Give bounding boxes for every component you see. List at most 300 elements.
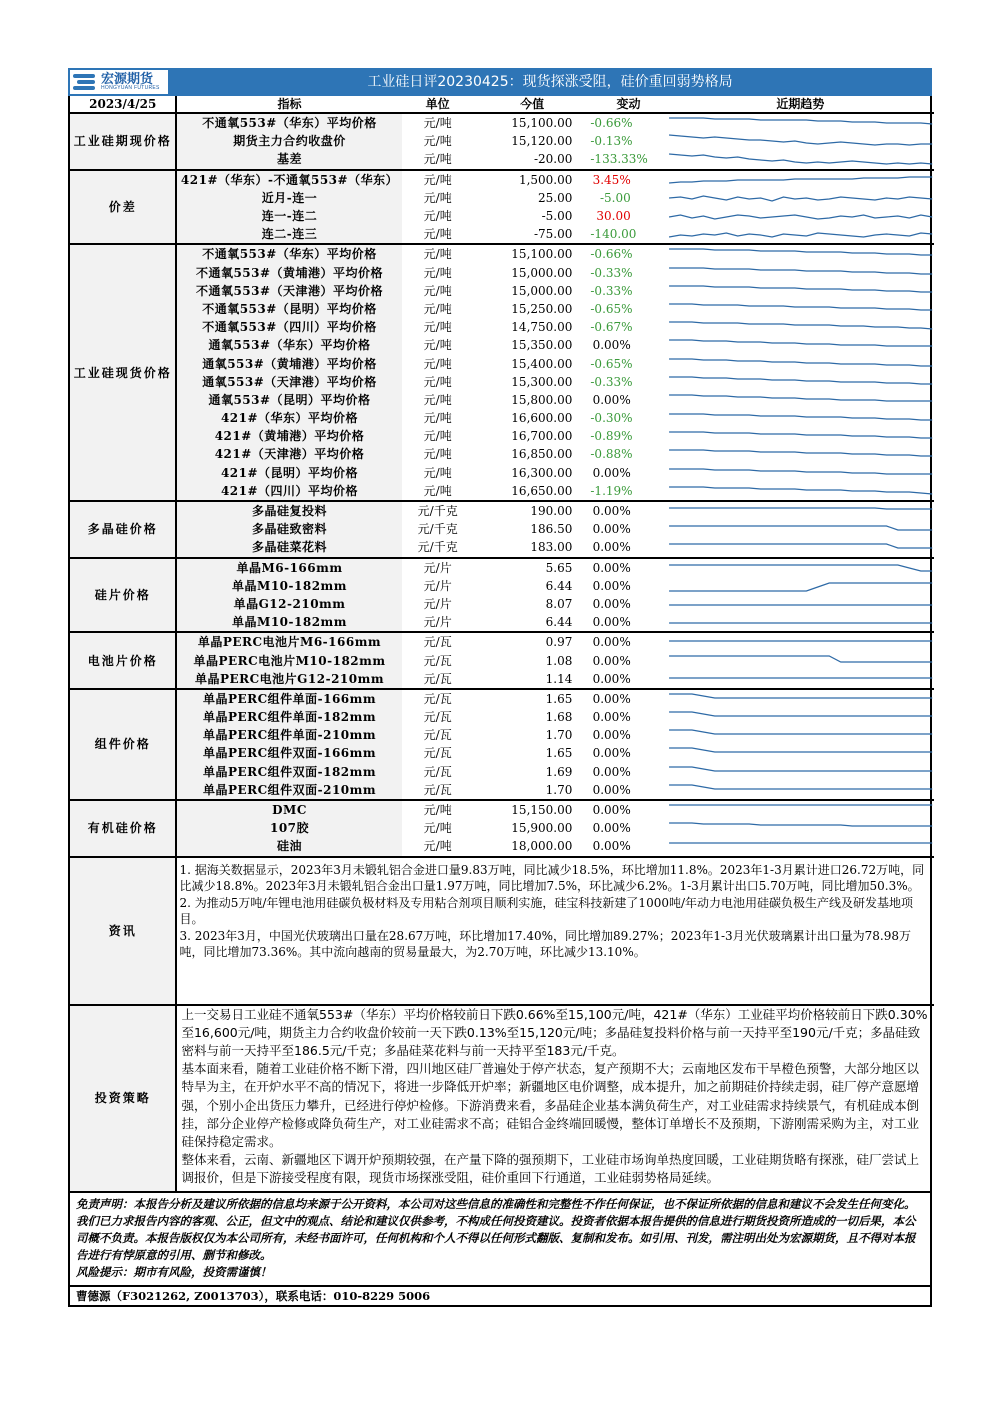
unit-cell: 元/片 xyxy=(423,578,452,593)
change-cell: 0.00% xyxy=(592,746,631,761)
sparkline-series xyxy=(669,377,932,384)
value-cell: 1.65 xyxy=(474,689,591,708)
sparkline-series xyxy=(669,823,932,826)
table-row xyxy=(70,132,934,150)
value-cell: 1.14 xyxy=(545,671,573,686)
sparkline-series xyxy=(669,432,932,438)
table-row xyxy=(70,445,934,463)
indicator-name: 单晶M6-166mm xyxy=(176,558,401,577)
table-row xyxy=(70,207,934,225)
value-cell: -75.00 xyxy=(533,227,573,242)
value-cell: 1.68 xyxy=(545,710,573,725)
indicator-name: 连二-连三 xyxy=(176,225,401,244)
indicator-name: 多晶硅复投料 xyxy=(176,501,401,520)
trend-sparkline xyxy=(667,207,934,225)
table-row xyxy=(70,264,934,282)
sparkline-series xyxy=(669,215,932,219)
sparkline-series xyxy=(669,748,932,752)
value-cell: 1.08 xyxy=(545,653,573,668)
unit-cell: 元/吨 xyxy=(423,465,452,480)
indicator-name: 单晶PERC组件单面-210mm xyxy=(176,726,401,744)
change-cell: 30.00 xyxy=(596,209,631,224)
change-cell: 0.00% xyxy=(592,764,631,779)
trend-sparkline xyxy=(667,336,934,354)
change-cell: 0.00% xyxy=(592,615,631,630)
category-label: 价差 xyxy=(70,170,176,245)
sparkline-series xyxy=(669,526,932,530)
value-cell: 8.07 xyxy=(545,596,573,611)
indicator-name: 不通氧553#（华东）平均价格 xyxy=(176,113,401,132)
change-cell: -0.67% xyxy=(590,320,633,335)
value-cell: 15,120.00 xyxy=(511,134,573,149)
report-body xyxy=(68,96,932,1307)
trend-sparkline xyxy=(667,708,934,726)
change-cell: 3.45% xyxy=(590,170,666,189)
indicator-name: 通氧553#（华东）平均价格 xyxy=(176,336,401,354)
table-row xyxy=(70,708,934,726)
unit-cell: 元/吨 xyxy=(423,356,452,371)
change-cell: 0.00% xyxy=(592,728,631,743)
unit-cell: 元/千克 xyxy=(402,501,474,520)
indicator-name: 单晶PERC组件双面-210mm xyxy=(176,781,401,800)
sparkline-series xyxy=(669,712,932,716)
change-cell: -0.66% xyxy=(590,244,666,263)
news-content xyxy=(176,857,934,1005)
trend-sparkline xyxy=(667,318,934,336)
sparkline-series xyxy=(669,249,932,255)
unit-cell: 元/吨 xyxy=(423,134,452,149)
strategy-paragraph: 基本面来看，随着工业硅价格不断下滑，四川地区硅厂普遍处于停产状态，复产预期不大；云南地区发布干旱橙色预警，大部分地区以特旱为主，在开炉水平不高的情况下，将进一步降低开炉率；新疆地区电价调整，成本提升，加之前期硅价持续走弱，硅厂停产意愿增强，个别小企出货压力攀升，已经进行停炉检修。下游消费来看，多晶硅企业基本满负荷生产，对工业硅需求持续景气，有机硅成本倒挂，部分企业停产检修或降负荷生产，对工业硅需求不高；硅铝合金终端回暖慢，整体订单增长不及预期，下游刚需采购为主，对工业硅保持稳定需求。 xyxy=(181,1061,919,1149)
trend-sparkline xyxy=(667,651,934,669)
company-logo xyxy=(70,70,168,94)
sparkline-series xyxy=(669,322,932,329)
change-cell: 0.00% xyxy=(590,800,666,819)
table-row xyxy=(70,409,934,427)
change-cell: 0.00% xyxy=(590,558,666,577)
strategy-section xyxy=(70,1005,934,1191)
unit-cell: 元/千克 xyxy=(417,522,458,537)
indicator-name: 通氧553#（昆明）平均价格 xyxy=(176,391,401,409)
unit-cell: 元/吨 xyxy=(423,283,452,298)
sparkline-series xyxy=(669,508,932,509)
sparkline-series xyxy=(669,268,932,274)
value-cell: 15,400.00 xyxy=(511,356,573,371)
sparkline-series xyxy=(669,233,932,237)
trend-sparkline xyxy=(667,689,934,708)
value-cell: 1.70 xyxy=(545,782,573,797)
indicator-name: 421#（华东）-不通氧553#（华东） xyxy=(176,170,401,189)
news-item: 3. 2023年3月，中国光伏玻璃出口量在28.67万吨，环比增加17.40%，同比增加89.27%；2023年1-3月光伏玻璃累计出口量为78.98万吨，同比增加73.36%。其中流向越南的贸易量最大，为2.70万吨，环比减少13.10%。 xyxy=(179,928,912,960)
change-cell: -0.88% xyxy=(590,447,633,462)
sparkline-series xyxy=(669,304,932,310)
table-row xyxy=(70,577,934,595)
unit-cell: 元/片 xyxy=(402,558,474,577)
indicator-name: 通氧553#（黄埔港）平均价格 xyxy=(176,354,401,372)
trend-sparkline xyxy=(667,225,934,244)
value-cell: 15,800.00 xyxy=(511,392,573,407)
change-cell: 0.00% xyxy=(592,782,631,797)
change-cell: -133.33% xyxy=(590,152,648,167)
report-date: 2023/4/25 xyxy=(70,96,176,113)
table-row xyxy=(70,689,934,708)
risk-warning: 风险提示：期市有风险，投资需谨慎！ xyxy=(76,1264,272,1279)
change-cell: -0.65% xyxy=(590,301,633,316)
change-cell: 0.00% xyxy=(592,839,631,854)
value-cell: 15,000.00 xyxy=(511,283,573,298)
indicator-name: 不通氧553#（华东）平均价格 xyxy=(176,244,401,263)
sparkline-series xyxy=(669,785,932,789)
table-row xyxy=(70,464,934,482)
indicator-name: 不通氧553#（昆明）平均价格 xyxy=(176,300,401,318)
table-row xyxy=(70,282,934,300)
change-cell: 0.00% xyxy=(592,540,631,555)
unit-cell: 元/瓦 xyxy=(423,728,452,743)
value-cell: 25.00 xyxy=(538,190,573,205)
table-row xyxy=(70,726,934,744)
value-cell: 16,300.00 xyxy=(511,465,573,480)
trend-sparkline xyxy=(667,264,934,282)
trend-sparkline xyxy=(667,445,934,463)
unit-cell: 元/吨 xyxy=(423,411,452,426)
value-cell: 18,000.00 xyxy=(511,839,573,854)
category-label: 工业硅现货价格 xyxy=(70,244,176,501)
table-row xyxy=(70,837,934,856)
table-row xyxy=(70,800,934,819)
unit-cell: 元/吨 xyxy=(423,338,452,353)
sparkline-series xyxy=(669,359,932,366)
unit-cell: 元/瓦 xyxy=(423,746,452,761)
trend-sparkline xyxy=(667,744,934,762)
table-row xyxy=(70,651,934,669)
value-cell: 16,700.00 xyxy=(511,429,573,444)
indicator-name: 421#（天津港）平均价格 xyxy=(176,445,401,463)
value-cell: 6.44 xyxy=(545,615,573,630)
trend-sparkline xyxy=(667,595,934,613)
logo-icon xyxy=(73,72,97,92)
table-row xyxy=(70,670,934,689)
category-label: 硅片价格 xyxy=(70,558,176,633)
unit-cell: 元/瓦 xyxy=(402,689,474,708)
col-header-unit: 单位 xyxy=(402,96,474,113)
sparkline-series xyxy=(669,414,932,420)
indicator-name: 单晶G12-210mm xyxy=(176,595,401,613)
value-cell: 183.00 xyxy=(530,540,573,555)
sparkline-series xyxy=(669,656,932,662)
unit-cell: 元/瓦 xyxy=(423,764,452,779)
table-row xyxy=(70,170,934,189)
change-cell: -0.33% xyxy=(590,283,633,298)
col-header-change: 变动 xyxy=(590,96,666,113)
trend-sparkline xyxy=(667,819,934,837)
table-row xyxy=(70,150,934,169)
category-label: 电池片价格 xyxy=(70,632,176,689)
value-cell: 1.65 xyxy=(545,746,573,761)
change-cell: 0.00% xyxy=(590,689,666,708)
unit-cell: 元/千克 xyxy=(417,540,458,555)
trend-sparkline xyxy=(667,501,934,520)
disclaimer xyxy=(70,1191,930,1285)
news-label: 资讯 xyxy=(70,857,176,1005)
change-cell: 0.00% xyxy=(592,821,631,836)
sparkline-series xyxy=(669,565,932,571)
unit-cell: 元/吨 xyxy=(423,301,452,316)
trend-sparkline xyxy=(667,409,934,427)
trend-sparkline xyxy=(667,427,934,445)
unit-cell: 元/瓦 xyxy=(423,710,452,725)
indicator-name: 硅油 xyxy=(176,837,401,856)
strategy-label: 投资策略 xyxy=(70,1005,176,1191)
value-cell: 16,850.00 xyxy=(511,447,573,462)
table-row xyxy=(70,244,934,263)
trend-sparkline xyxy=(667,150,934,169)
trend-sparkline xyxy=(667,837,934,856)
indicator-name: 近月-连一 xyxy=(176,189,401,207)
table-row xyxy=(70,189,934,207)
value-cell: 16,600.00 xyxy=(511,411,573,426)
unit-cell: 元/吨 xyxy=(402,244,474,263)
indicator-name: 单晶PERC电池片G12-210mm xyxy=(176,670,401,689)
trend-sparkline xyxy=(667,464,934,482)
change-cell: -0.13% xyxy=(590,134,633,149)
change-cell: -140.00 xyxy=(590,227,637,242)
unit-cell: 元/瓦 xyxy=(423,782,452,797)
analyst-contact: 曹德源（F3021262, Z0013703），联系电话：010-8229 5006 xyxy=(70,1285,930,1305)
trend-sparkline xyxy=(667,726,934,744)
col-header-value: 今值 xyxy=(474,96,591,113)
trend-sparkline xyxy=(667,189,934,207)
sparkline-series xyxy=(669,395,932,401)
value-cell: 15,100.00 xyxy=(474,244,591,263)
value-cell: 14,750.00 xyxy=(511,320,573,335)
sparkline-series xyxy=(669,177,932,183)
trend-sparkline xyxy=(667,670,934,689)
table-row xyxy=(70,763,934,781)
trend-sparkline xyxy=(667,558,934,577)
table-row xyxy=(70,613,934,632)
unit-cell: 元/吨 xyxy=(423,152,452,167)
table-row xyxy=(70,336,934,354)
trend-sparkline xyxy=(667,520,934,538)
unit-cell: 元/片 xyxy=(423,615,452,630)
trend-sparkline xyxy=(667,577,934,595)
report xyxy=(68,68,932,1307)
value-cell: 186.50 xyxy=(530,522,573,537)
trend-sparkline xyxy=(667,132,934,150)
table-row xyxy=(70,482,934,501)
category-label: 多晶硅价格 xyxy=(70,501,176,558)
indicator-name: 421#（昆明）平均价格 xyxy=(176,464,401,482)
indicator-name: 连一-连二 xyxy=(176,207,401,225)
indicator-name: 单晶PERC组件双面-166mm xyxy=(176,744,401,762)
unit-cell: 元/吨 xyxy=(423,374,452,389)
sparkline-series xyxy=(669,286,932,292)
sparkline-series xyxy=(669,196,932,201)
news-item: 2. 为推动5万吨/年锂电池用硅碳负极材料及专用粘合剂项目顺利实施，硅宝科技新建了1000吨/年动力电池用硅碳负极生产线及研发基地项目。 xyxy=(179,895,914,927)
price-table xyxy=(70,96,934,1191)
indicator-name: 107胶 xyxy=(176,819,401,837)
change-cell: 0.00% xyxy=(590,632,666,651)
trend-sparkline xyxy=(667,354,934,372)
category-label: 有机硅价格 xyxy=(70,800,176,857)
table-row xyxy=(70,113,934,132)
trend-sparkline xyxy=(667,391,934,409)
indicator-name: 421#（黄埔港）平均价格 xyxy=(176,427,401,445)
value-cell: 15,900.00 xyxy=(511,821,573,836)
value-cell: 190.00 xyxy=(474,501,591,520)
table-row xyxy=(70,781,934,800)
indicator-name: 单晶M10-182mm xyxy=(176,613,401,632)
change-cell: 0.00% xyxy=(592,710,631,725)
unit-cell: 元/吨 xyxy=(423,429,452,444)
sparkline-series xyxy=(669,694,932,698)
sparkline-series xyxy=(669,118,932,124)
unit-cell: 元/吨 xyxy=(423,483,452,498)
value-cell: 1,500.00 xyxy=(474,170,591,189)
change-cell: 0.00% xyxy=(592,392,631,407)
trend-sparkline xyxy=(667,613,934,632)
table-row xyxy=(70,819,934,837)
value-cell: 1.69 xyxy=(545,764,573,779)
trend-sparkline xyxy=(667,763,934,781)
indicator-name: 多晶硅致密料 xyxy=(176,520,401,538)
table-row xyxy=(70,373,934,391)
table-row xyxy=(70,391,934,409)
value-cell: 15,250.00 xyxy=(511,301,573,316)
trend-sparkline xyxy=(667,632,934,651)
change-cell: -0.66% xyxy=(590,116,633,131)
sparkline-series xyxy=(669,730,932,734)
sparkline-series xyxy=(669,450,932,456)
unit-cell: 元/吨 xyxy=(423,320,452,335)
indicator-name: 单晶PERC组件单面-166mm xyxy=(176,689,401,708)
trend-sparkline xyxy=(667,482,934,501)
sparkline-series xyxy=(669,487,932,494)
indicator-name: 不通氧553#（天津港）平均价格 xyxy=(176,282,401,300)
unit-cell: 元/吨 xyxy=(423,116,452,131)
indicator-name: 单晶PERC组件双面-182mm xyxy=(176,763,401,781)
indicator-name: 不通氧553#（黄埔港）平均价格 xyxy=(176,264,401,282)
sparkline-series xyxy=(669,154,932,164)
col-header-trend: 近期趋势 xyxy=(667,96,934,113)
news-item: 1. 据海关数据显示，2023年3月未锻轧铝合金进口量9.83万吨，同比减少18.5%，环比增加11.8%。2023年1-3月累计进口26.72万吨，同比减少18.8%。2023年3月未锻轧铝合金出口量1.97万吨，同比增加7.5%，环比减少6.2%。1-3月累计出口5.70万吨，同比增加50.3%。 xyxy=(179,862,925,894)
trend-sparkline xyxy=(667,170,934,189)
unit-cell: 元/瓦 xyxy=(423,653,452,668)
value-cell: 1.70 xyxy=(545,728,573,743)
change-cell: 0.00% xyxy=(592,578,631,593)
table-row xyxy=(70,427,934,445)
change-cell: -0.89% xyxy=(590,429,633,444)
unit-cell: 元/瓦 xyxy=(423,671,452,686)
col-header-indicator: 指标 xyxy=(176,96,401,113)
table-row xyxy=(70,520,934,538)
strategy-content xyxy=(176,1005,934,1191)
unit-cell: 元/吨 xyxy=(423,227,452,242)
trend-sparkline xyxy=(667,373,934,391)
table-row xyxy=(70,354,934,372)
change-cell: -1.19% xyxy=(590,483,633,498)
change-cell: 0.00% xyxy=(592,596,631,611)
indicator-name: 单晶PERC电池片M6-166mm xyxy=(176,632,401,651)
unit-cell: 元/吨 xyxy=(423,209,452,224)
change-cell: 0.00% xyxy=(592,338,631,353)
sparkline-series xyxy=(669,135,932,145)
disclaimer-text: 本报告分析及建议所依据的信息均来源于公开资料，本公司对这些信息的准确性和完整性不作任何保证，也不保证所依据的信息和建议不会发生任何变化。我们已力求报告内容的客观、公正，但文中的观点、结论和建议仅供参考，不构成任何投资建议。投资者依据本报告提供的信息进行期货投资所造成的一切后果，本公司概不负责。本报告版权仅为本公司所有，未经书面许可，任何机构和个人不得以任何形式翻版、复制和发布。如引用、刊发，需注明出处为宏源期货，且不得对本报告进行有悖原意的引用、删节和修改。 xyxy=(76,1196,916,1262)
unit-cell: 元/吨 xyxy=(423,447,452,462)
disclaimer-label: 免责声明： xyxy=(76,1196,134,1211)
trend-sparkline xyxy=(667,300,934,318)
value-cell: 5.65 xyxy=(474,558,591,577)
unit-cell: 元/吨 xyxy=(423,265,452,280)
report-title: 工业硅日评20230425：现货探涨受阻，硅价重回弱势格局 xyxy=(367,74,733,90)
change-cell: 0.00% xyxy=(592,671,631,686)
value-cell: 15,350.00 xyxy=(511,338,573,353)
change-cell: -0.30% xyxy=(590,411,633,426)
sparkline-series xyxy=(669,469,932,474)
value-cell: 15,300.00 xyxy=(511,374,573,389)
category-label: 工业硅期现价格 xyxy=(70,113,176,170)
value-cell: -5.00 xyxy=(541,209,573,224)
table-row xyxy=(70,501,934,520)
unit-cell: 元/吨 xyxy=(423,821,452,836)
table-header-row xyxy=(70,96,934,113)
sparkline-series xyxy=(669,583,932,591)
table-row xyxy=(70,558,934,577)
indicator-name: DMC xyxy=(176,800,401,819)
change-cell: 0.00% xyxy=(592,522,631,537)
strategy-paragraph: 整体来看，云南、新疆地区下调开炉预期较强，在产量下降的强预期下，工业硅市场询单热度回暖，工业硅期货略有探涨，硅厂尝试上调报价，但是下游接受程度有限，现货市场探涨受阻，硅价重回下行通道，工业硅弱势格局延续。 xyxy=(181,1152,919,1186)
trend-sparkline xyxy=(667,244,934,263)
indicator-name: 多晶硅菜花料 xyxy=(176,538,401,557)
unit-cell: 元/吨 xyxy=(402,170,474,189)
indicator-name: 421#（华东）平均价格 xyxy=(176,409,401,427)
strategy-paragraph: 上一交易日工业硅不通氧553#（华东）平均价格较前日下跌0.66%至15,100元/吨，421#（华东）工业硅平均价格较前日下跌0.30%至16,600元/吨，期货主力合约收盘价较前一天下跌0.13%至15,120元/吨；多晶硅复投料价格与前一天持平至190元/千克；多晶硅致密料与前一天持平至186.5元/千克；多晶硅菜花料与前一天持平至183元/千克。 xyxy=(181,1006,928,1058)
change-cell: -0.33% xyxy=(590,265,633,280)
table-row xyxy=(70,300,934,318)
trend-sparkline xyxy=(667,781,934,800)
table-row xyxy=(70,744,934,762)
change-cell: 0.00% xyxy=(592,653,631,668)
value-cell: -20.00 xyxy=(533,152,573,167)
value-cell: 15,100.00 xyxy=(511,116,573,131)
table-row xyxy=(70,225,934,244)
indicator-name: 通氧553#（天津港）平均价格 xyxy=(176,373,401,391)
unit-cell: 元/片 xyxy=(423,596,452,611)
news-section xyxy=(70,857,934,1005)
sparkline-series xyxy=(669,544,932,548)
unit-cell: 元/吨 xyxy=(402,800,474,819)
indicator-name: 单晶M10-182mm xyxy=(176,577,401,595)
table-row xyxy=(70,595,934,613)
value-cell: 6.44 xyxy=(545,578,573,593)
sparkline-series xyxy=(669,340,932,346)
change-cell: -5.00 xyxy=(599,190,631,205)
trend-sparkline xyxy=(667,113,934,132)
trend-sparkline xyxy=(667,282,934,300)
logo-text-cn: 宏源期货 xyxy=(101,72,154,87)
indicator-name: 不通氧553#（四川）平均价格 xyxy=(176,318,401,336)
logo-text-en: HONGYUAN FUTURES xyxy=(101,85,160,91)
trend-sparkline xyxy=(667,538,934,557)
table-row xyxy=(70,318,934,336)
change-cell: -0.33% xyxy=(590,374,633,389)
category-label: 组件价格 xyxy=(70,689,176,800)
trend-sparkline xyxy=(667,800,934,819)
change-cell: 0.00% xyxy=(592,465,631,480)
indicator-name: 单晶PERC组件单面-182mm xyxy=(176,708,401,726)
value-cell: 15,000.00 xyxy=(511,265,573,280)
unit-cell: 元/吨 xyxy=(423,839,452,854)
unit-cell: 元/瓦 xyxy=(402,632,474,651)
